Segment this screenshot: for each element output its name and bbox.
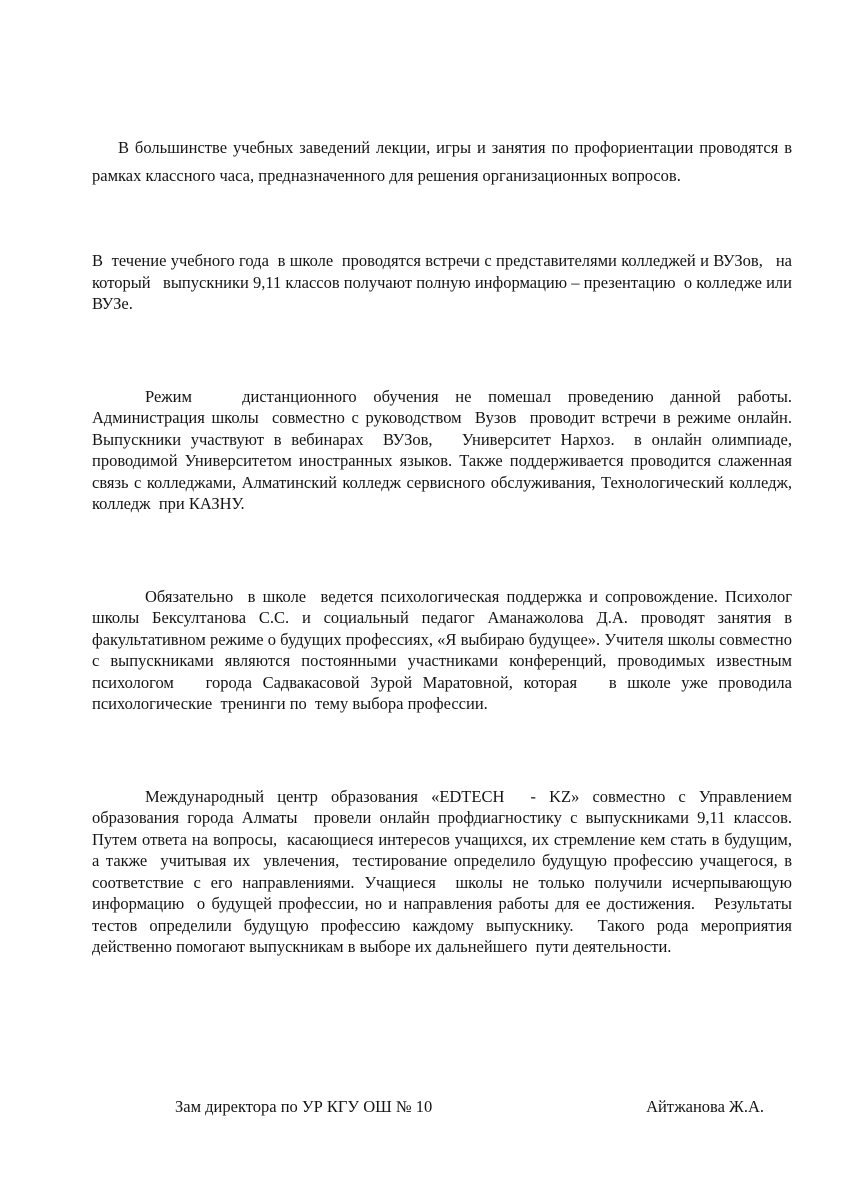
signature-name: Айтжанова Ж.А. bbox=[646, 1096, 764, 1116]
paragraph-distance-learning: Режим дистанционного обучения не помешал проведению данной работы. Администрация школы совместно с руководством Вузов проводит встречи в режиме онлайн. Выпускники участвуют в вебинарах ВУЗов, Университет Нархоз. в онлайн олимпиаде, проводимой Университетом иностранных языков. Также поддерживается проводится слаженная связь с колледжами, Алматинский колледж сервисного обслуживания, Технологический колледж, колледж при КАЗНУ. bbox=[92, 386, 797, 513]
paragraph-intro: В большинстве учебных заведений лекции, игры и занятия по профориентации проводятся в рамках классного часа, предназначенного для решения организационных вопросов. bbox=[92, 138, 797, 185]
paragraph-school-year-meetings: В течение учебного года в школе проводятся встречи с представителями колледжей и ВУЗов, на который выпускники 9,11 классов получают полную информацию – презентацию о колледже или ВУЗе. bbox=[92, 251, 797, 313]
document-body bbox=[92, 74, 797, 1177]
signature-row bbox=[92, 1096, 792, 1118]
paragraph-edtech-diagnostics: Международный центр образования «EDTECH - KZ» совместно с Управлением образования города Алматы провели онлайн профдиагностику с выпускниками 9,11 классов. Путем ответа на вопросы, касающиеся интересов учащихся, их стремление кем стать в будущим, а также учитывая их увлечения, тестирование определило будущую профессию учащегося, в соответствие с его направлениями. Учащиеся школы не только получили исчерпывающую информацию о будущей профессии, но и направления работы для ее достижения. Результаты тестов определили будущую профессию каждому выпускнику. Такого рода мероприятия действенно помогают выпускникам в выборе их дальнейшего пути деятельности. bbox=[92, 786, 797, 956]
signature-role: Зам директора по УР КГУ ОШ № 10 bbox=[175, 1096, 433, 1116]
paragraph-psychological-support: Обязательно в школе ведется психологическая поддержка и сопровождение. Психолог школы Бексултанова С.С. и социальный педагог Аманажолова Д.А. проводят занятия в факультативном режиме о будущих профессиях, «Я выбираю будущее». Учителя школы совместно с выпускниками являются постоянными участниками конференций, проводимых известным психологом города Садвакасовой Зурой Маратовной, которая в школе уже проводила психологические тренинги по тему выбора профессии. bbox=[92, 586, 797, 713]
